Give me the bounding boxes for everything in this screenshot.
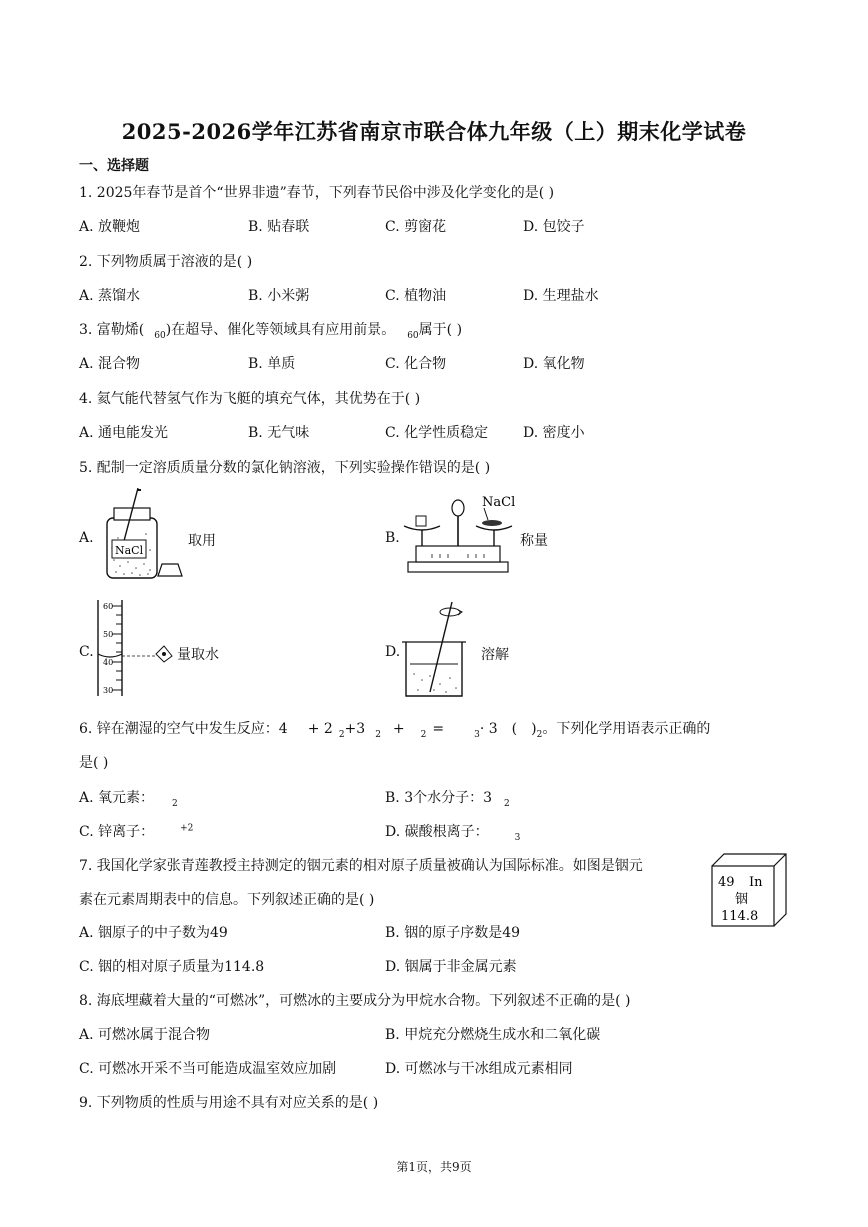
question-1-stem: 1. 2025年春节是首个“世界非遗”春节，下列春节民俗中涉及化学变化的是( )	[79, 185, 555, 201]
element-symbol: In	[749, 875, 763, 890]
q3-subscript: 60	[154, 330, 166, 341]
q6-subscript: 2	[375, 729, 381, 740]
cylinder-tick-50: 50	[103, 630, 114, 639]
q5-option-b-caption: 称量	[520, 533, 548, 549]
question-2-stem: 2. 下列物质属于溶液的是( )	[79, 254, 253, 270]
q6-stem-part: +3	[344, 721, 366, 737]
q7-option-b: B. 铟的原子序数是49	[385, 925, 521, 941]
graduated-cylinder-figure	[94, 596, 184, 700]
element-tile-indium	[708, 852, 788, 930]
q6-option-c	[79, 821, 193, 841]
q6-subscript: 2	[420, 729, 427, 740]
q4-option-a: A. 通电能发光	[79, 425, 169, 441]
q7-option-c: C. 铟的相对原子质量为114.8	[79, 959, 265, 975]
question-3-stem	[79, 319, 462, 341]
q5-option-d-letter: D.	[385, 644, 401, 660]
q6-option-d-subscript: 3	[514, 832, 521, 843]
q8-option-c: C. 可燃冰开采不当可能造成温室效应加剧	[79, 1061, 337, 1077]
question-8-stem: 8. 海底埋藏着大量的“可燃冰”，可燃冰的主要成分为甲烷水合物。下列叙述不正确的是( )	[79, 993, 631, 1009]
q6-option-d-text: D. 碳酸根离子：	[385, 824, 489, 840]
q6-stem-part: =	[432, 721, 445, 737]
q5-option-c-caption: 量取水	[177, 647, 219, 663]
q5-option-c-letter: C.	[79, 644, 94, 660]
q6-option-c-superscript: +2	[180, 823, 194, 834]
q4-option-b: B. 无气味	[248, 425, 310, 441]
q6-option-b-subscript: 2	[504, 798, 510, 809]
q6-subscript: 2	[536, 729, 543, 740]
q5-option-d-caption: 溶解	[481, 647, 509, 663]
question-7-stem: 7. 我国化学家张青莲教授主持测定的铟元素的相对原子质量被确认为国际标准。如图是铟元	[79, 858, 643, 874]
cylinder-tick-30: 30	[103, 686, 114, 695]
q8-option-a: A. 可燃冰属于混合物	[79, 1027, 211, 1043]
q3-stem-part: 属于( )	[418, 322, 463, 338]
q1-option-d: D. 包饺子	[523, 219, 585, 235]
q6-stem-part: + 2	[307, 721, 333, 737]
q3-option-d: D. 氧化物	[523, 356, 585, 372]
question-6-stem-continued: 是( )	[79, 755, 109, 771]
element-name: 铟	[735, 892, 749, 907]
q6-stem-part: 6. 锌在潮湿的空气中发生反应：4	[79, 721, 288, 737]
q6-subscript: 2	[338, 729, 345, 740]
cylinder-tick-60: 60	[103, 602, 114, 611]
question-5-stem: 5. 配制一定溶质质量分数的氯化钠溶液，下列实验操作错误的是( )	[79, 460, 491, 476]
page-footer: 第1页，共9页	[396, 1160, 472, 1174]
q6-option-a-subscript: 2	[172, 798, 178, 809]
q3-option-b: B. 单质	[248, 356, 296, 372]
question-4-stem: 4. 氦气能代替氢气作为飞艇的填充气体，其优势在于( )	[79, 391, 421, 407]
q5-option-a-letter: A.	[79, 530, 94, 546]
q6-option-d	[385, 821, 520, 843]
q2-option-b: B. 小米粥	[248, 288, 310, 304]
q6-option-b	[385, 787, 510, 809]
section-heading: 一、选择题	[79, 158, 149, 174]
reagent-bottle-figure	[92, 488, 187, 583]
q3-option-a: A. 混合物	[79, 356, 141, 372]
element-number: 49	[718, 875, 735, 890]
q6-option-b-text: B. 3个水分子：3	[385, 790, 493, 806]
question-7-stem-continued: 素在元素周期表中的信息。下列叙述正确的是( )	[79, 892, 375, 908]
q7-option-a: A. 铟原子的中子数为49	[79, 925, 228, 941]
q4-option-c: C. 化学性质稳定	[385, 425, 489, 441]
q6-option-c-text: C. 锌离子：	[79, 824, 155, 840]
q2-option-a: A. 蒸馏水	[79, 288, 141, 304]
beaker-stirring-figure	[400, 598, 468, 702]
q6-stem-part: +	[392, 721, 405, 737]
q8-option-d: D. 可燃冰与干冰组成元素相同	[385, 1061, 573, 1077]
question-9-stem: 9. 下列物质的性质与用途不具有对应关系的是( )	[79, 1095, 379, 1111]
q5-option-a-caption: 取用	[188, 533, 216, 549]
q6-stem-part: 。下列化学用语表示正确的	[542, 721, 711, 737]
q1-option-c: C. 剪窗花	[385, 219, 447, 235]
q6-stem-part: )	[531, 721, 537, 737]
q2-option-d: D. 生理盐水	[523, 288, 599, 304]
q3-stem-part: )在超导、催化等领域具有应用前景。	[165, 322, 396, 338]
q1-option-a: A. 放鞭炮	[79, 219, 141, 235]
q7-option-d: D. 铟属于非金属元素	[385, 959, 517, 975]
exam-title: 2025-2026学年江苏省南京市联合体九年级（上）期末化学试卷	[121, 119, 747, 144]
q1-option-b: B. 贴春联	[248, 219, 310, 235]
q3-subscript: 60	[407, 330, 419, 341]
q2-option-c: C. 植物油	[385, 288, 447, 304]
cylinder-tick-40: 40	[103, 658, 114, 667]
q6-stem-part: · 3	[479, 721, 498, 737]
q6-option-a	[79, 787, 178, 809]
bottle-label: NaCl	[115, 544, 144, 557]
q8-option-b: B. 甲烷充分燃烧生成水和二氧化碳	[385, 1027, 601, 1043]
q3-option-c: C. 化合物	[385, 356, 447, 372]
question-6-stem	[79, 718, 710, 740]
balance-figure	[402, 490, 517, 580]
q5-option-b-letter: B.	[385, 530, 400, 546]
element-mass: 114.8	[721, 909, 759, 924]
q6-stem-part: (	[511, 721, 518, 737]
balance-label: NaCl	[482, 495, 516, 510]
q6-subscript: 3	[474, 729, 480, 740]
q3-stem-part: 3. 富勒烯(	[79, 322, 145, 338]
q6-option-a-text: A. 氧元素：	[79, 790, 155, 806]
q4-option-d: D. 密度小	[523, 425, 585, 441]
